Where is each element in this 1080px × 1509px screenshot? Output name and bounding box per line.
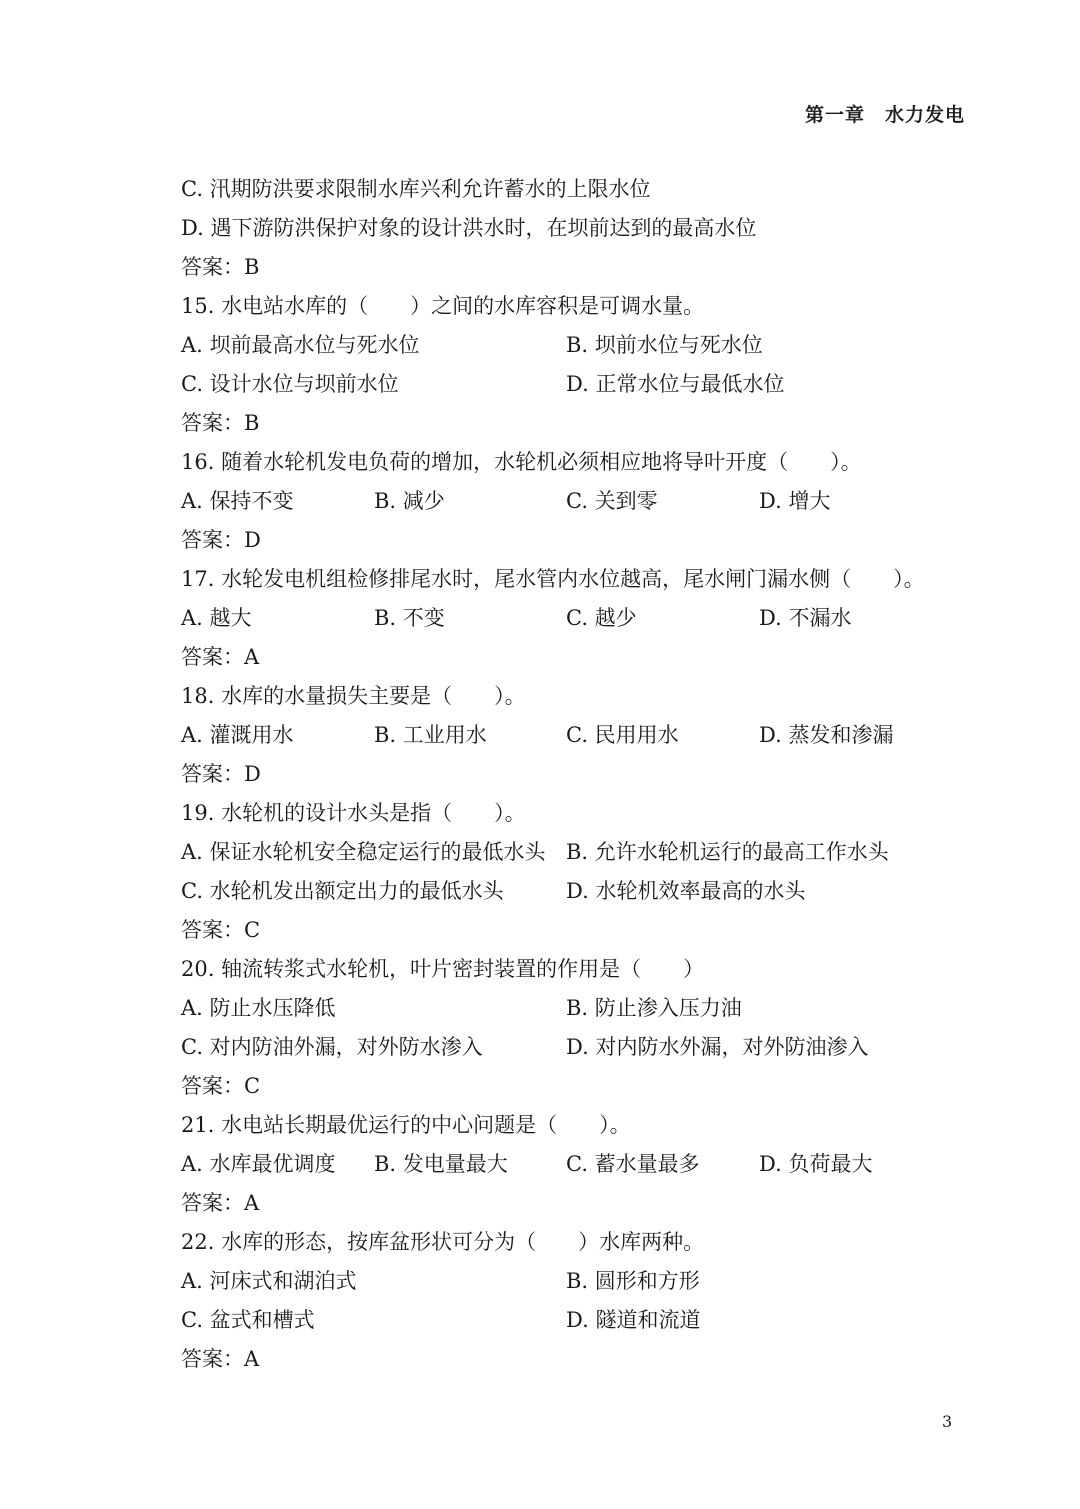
option-a: A. 水库最优调度 (181, 1152, 336, 1176)
option-a: A. 保持不变 (181, 489, 294, 513)
option-b: B. 发电量最大 (374, 1152, 508, 1176)
option-c: C. 对内防油外漏，对外防水渗入 (181, 1035, 483, 1059)
option-c: C. 设计水位与坝前水位 (181, 372, 399, 396)
option-d: D. 蒸发和渗漏 (759, 723, 894, 747)
option-b: B. 不变 (374, 606, 445, 630)
option-b: B. 允许水轮机运行的最高工作水头 (566, 840, 889, 864)
option-c: C. 水轮机发出额定出力的最低水头 (181, 879, 504, 903)
option-b: B. 减少 (374, 489, 445, 513)
question-19: 19. 水轮机的设计水头是指（ ）。 (181, 801, 526, 825)
answer-line: 答案：B (181, 411, 260, 435)
option-a: A. 河床式和湖泊式 (181, 1269, 357, 1293)
option-a: A. 越大 (181, 606, 252, 630)
option-a: A. 坝前最高水位与死水位 (181, 333, 420, 357)
option-line: C. 汛期防洪要求限制水库兴利允许蓄水的上限水位 (181, 177, 651, 201)
question-15: 15. 水电站水库的（ ）之间的水库容积是可调水量。 (181, 294, 705, 318)
option-c: C. 民用用水 (566, 723, 679, 747)
answer-line: 答案：D (181, 762, 261, 786)
option-c: C. 关到零 (566, 489, 658, 513)
option-d: D. 增大 (759, 489, 831, 513)
option-d: D. 不漏水 (759, 606, 852, 630)
answer-line: 答案：A (181, 645, 260, 669)
option-b: B. 坝前水位与死水位 (566, 333, 763, 357)
option-a: A. 防止水压降低 (181, 996, 336, 1020)
question-21: 21. 水电站长期最优运行的中心问题是（ ）。 (181, 1113, 631, 1137)
answer-line: 答案：C (181, 1074, 261, 1098)
question-18: 18. 水库的水量损失主要是（ ）。 (181, 684, 526, 708)
page-number: 3 (942, 1412, 953, 1431)
answer-line: 答案：D (181, 528, 261, 552)
answer-line: 答案：A (181, 1347, 260, 1371)
answer-line: 答案：C (181, 918, 261, 942)
chapter-header: 第一章 水力发电 (805, 104, 966, 126)
answer-line: 答案：B (181, 255, 260, 279)
option-d: D. 正常水位与最低水位 (566, 372, 785, 396)
question-22: 22. 水库的形态，按库盆形状可分为（ ）水库两种。 (181, 1230, 705, 1254)
option-d: D. 隧道和流道 (566, 1308, 701, 1332)
option-a: A. 保证水轮机安全稳定运行的最低水头 (181, 840, 546, 864)
option-a: A. 灌溉用水 (181, 723, 294, 747)
option-line: D. 遇下游防洪保护对象的设计洪水时，在坝前达到的最高水位 (181, 216, 757, 240)
option-b: B. 工业用水 (374, 723, 487, 747)
option-b: B. 圆形和方形 (566, 1269, 700, 1293)
option-c: C. 蓄水量最多 (566, 1152, 700, 1176)
option-c: C. 盆式和槽式 (181, 1308, 315, 1332)
answer-line: 答案：A (181, 1191, 260, 1215)
question-20: 20. 轴流转浆式水轮机，叶片密封装置的作用是（ ） (181, 957, 705, 981)
option-b: B. 防止渗入压力油 (566, 996, 742, 1020)
option-d: D. 负荷最大 (759, 1152, 873, 1176)
option-d: D. 水轮机效率最高的水头 (566, 879, 806, 903)
option-c: C. 越少 (566, 606, 637, 630)
option-d: D. 对内防水外漏，对外防油渗入 (566, 1035, 869, 1059)
question-16: 16. 随着水轮机发电负荷的增加，水轮机必须相应地将导叶开度（ ）。 (181, 450, 862, 474)
question-17: 17. 水轮发电机组检修排尾水时，尾水管内水位越高，尾水闸门漏水侧（ ）。 (181, 567, 925, 591)
